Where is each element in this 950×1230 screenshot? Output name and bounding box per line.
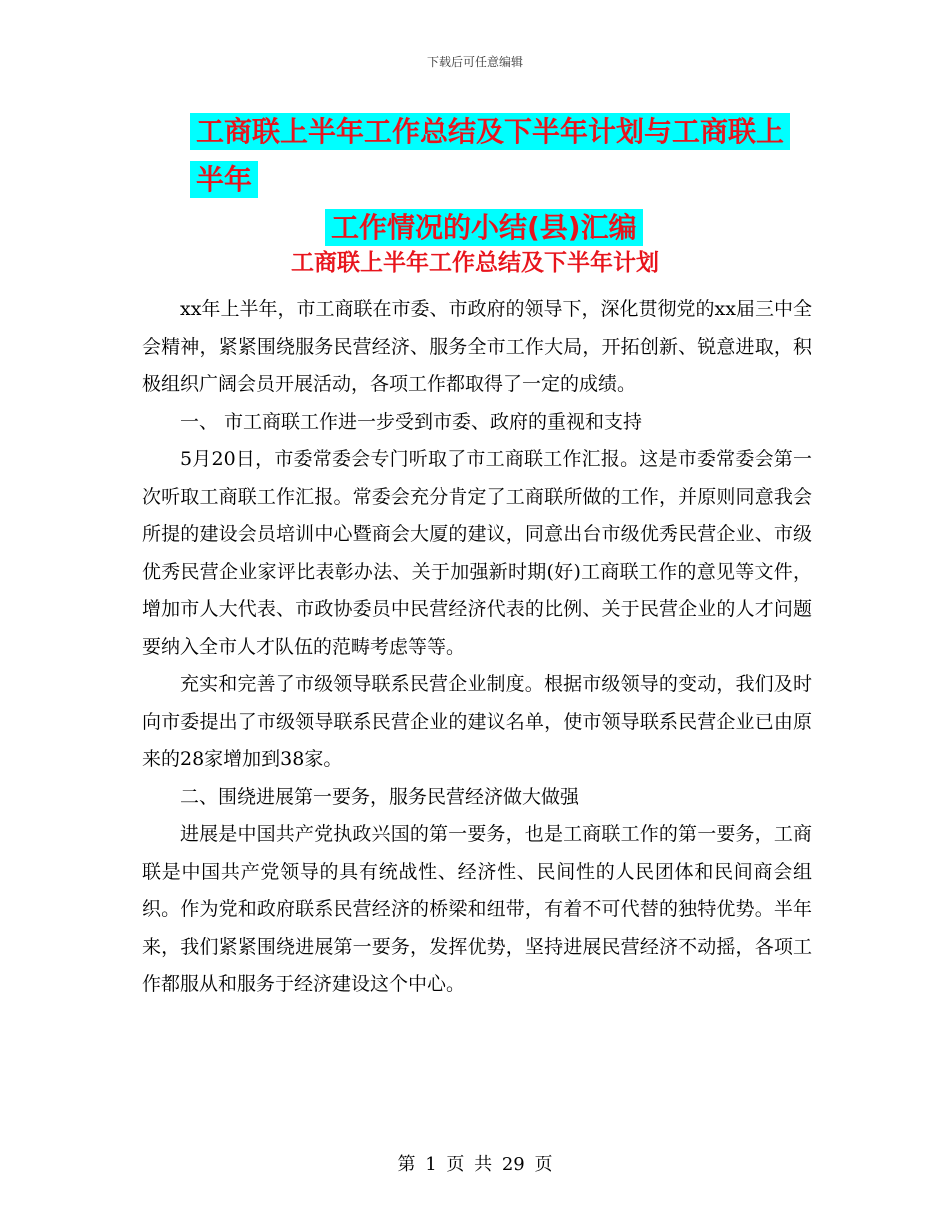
document-title-line-1 (190, 108, 805, 204)
paragraph-2: 一、 市工商联工作进一步受到市委、政府的重视和支持 (180, 410, 643, 433)
paragraph-4: 充实和完善了市级领导联系民营企业制度。根据市级领导的变动，我们及时向市委提出了市级领导联系民营企业的建议名单，使市领导联系民营企业已由原来的28家增加到38家。 (142, 673, 812, 770)
paragraph-1: xx年上半年，市工商联在市委、市政府的领导下，深化贯彻党的xx届三中全会精神，紧紧围绕服务民营经济、服务全市工作大局，开拓创新、锐意进取，积极组织广阔会员开展活动，各项工作都取得了一定的成绩。 (142, 298, 812, 395)
document-title (190, 108, 805, 252)
page-footer: 第 1 页 共 29 页 (397, 1154, 553, 1175)
header-note: 下载后可任意编辑 (426, 55, 523, 69)
section-title: 工商联上半年工作总结及下半年计划 (291, 250, 659, 276)
title-highlight-2: 工作情况的小结(县)汇编 (325, 209, 643, 246)
document-title-line-2 (190, 204, 805, 252)
paragraph-6: 进展是中国共产党执政兴国的第一要务，也是工商联工作的第一要务，工商联是中国共产党领导的具有统战性、经济性、民间性的人民团体和民间商会组织。作为党和政府联系民营经济的桥梁和纽带，有着不可代替的独特优势。半年来，我们紧紧围绕进展第一要务，发挥优势，坚持进展民营经济不动摇，各项工作都服从和服务于经济建设这个中心。 (142, 823, 812, 995)
document-body (142, 291, 812, 1004)
paragraph-3: 5月20日，市委常委会专门听取了市工商联工作汇报。这是市委常委会第一次听取工商联工作汇报。常委会充分肯定了工商联所做的工作，并原则同意我会所提的建设会员培训中心暨商会大厦的建议，同意出台市级优秀民营企业、市级优秀民营企业家评比表彰办法、关于加强新时期(好)工商联工作的意见等文件，增加市人大代表、市政协委员中民营经济代表的比例、关于民营企业的人才问题要纳入全市人才队伍的范畴考虑等等。 (142, 448, 812, 658)
title-highlight-1: 工商联上半年工作总结及下半年计划与工商联上半年 (190, 113, 790, 198)
paragraph-5: 二、围绕进展第一要务，服务民营经济做大做强 (180, 785, 580, 808)
